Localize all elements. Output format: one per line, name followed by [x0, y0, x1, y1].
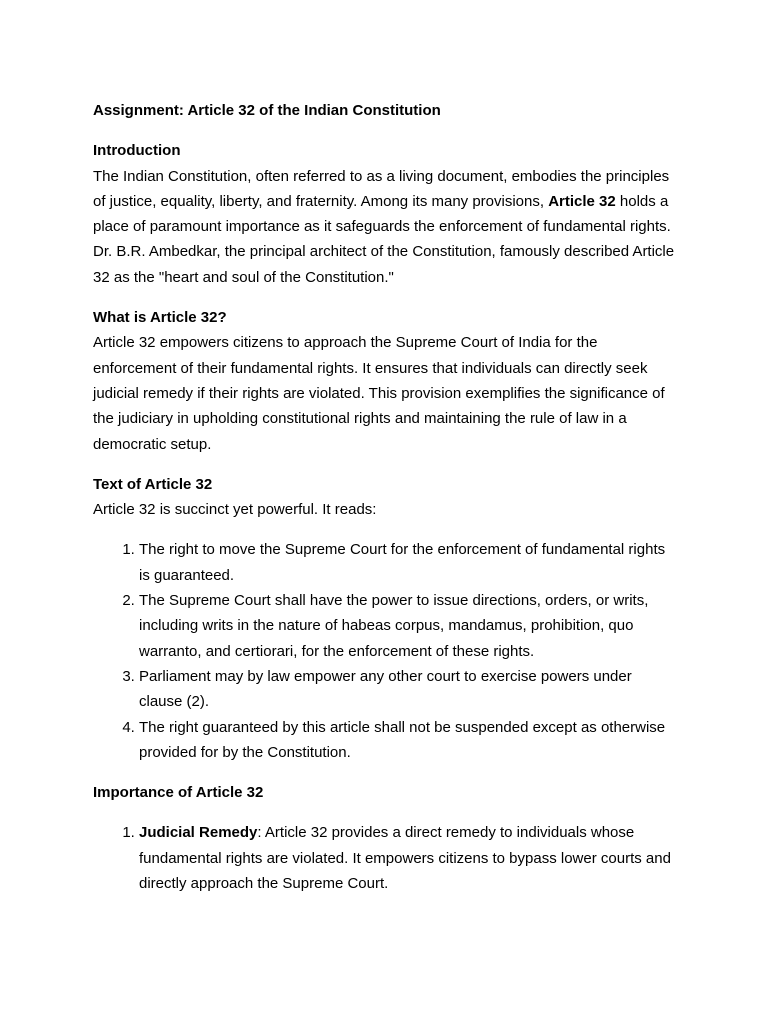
introduction-paragraph: [93, 164, 678, 290]
list-item: 3. Parliament may by law empower any other court to exercise powers under clause (2).: [139, 664, 678, 715]
introduction-text-part2: holds a place of paramount importance as it safeguards the enforcement of fundamental rights. Dr. B.R. Ambedkar, the principal architect of the Constitution, famously described Article 32 as the "heart and soul of the Constitution.": [93, 192, 675, 286]
list-item: 2. The Supreme Court shall have the power to issue directions, orders, or writs, including writs in the nature of habeas corpus, mandamus, prohibition, quo warranto, and certiorari, for the enforcement of these rights.: [139, 588, 678, 664]
list-item: 4. The right guaranteed by this article shall not be suspended except as otherwise provided for by the Constitution.: [139, 715, 678, 766]
list-item: 1. The right to move the Supreme Court for the enforcement of fundamental rights is guaranteed.: [139, 537, 678, 588]
what-is-heading: What is Article 32?: [93, 309, 227, 327]
importance-list: [93, 820, 678, 896]
introduction-text-part1: The Indian Constitution, often referred to as a living document, embodies the principles of justice, equality, liberty, and fraternity. Among its many provisions,: [93, 167, 670, 210]
importance-item-term: Judicial Remedy: [139, 824, 258, 842]
document-title: Assignment: Article 32 of the Indian Constitution: [93, 102, 441, 119]
importance-heading: Importance of Article 32: [93, 784, 264, 802]
what-is-paragraph: Article 32 empowers citizens to approach the Supreme Court of India for the enforcement of their fundamental rights. It ensures that individuals can directly seek judicial remedy if their rights are violated. This provision exemplifies the significance of the judiciary in upholding constitutional rights and maintaining the rule of law in a democratic setup.: [93, 334, 665, 453]
document-page: [93, 98, 678, 911]
introduction-heading: Introduction: [93, 142, 181, 160]
text-of-intro: Article 32 is succinct yet powerful. It reads:: [93, 501, 377, 519]
importance-item-text: : Article 32 provides a direct remedy to individuals whose fundamental rights are violated. It empowers citizens to bypass lower courts and directly approach the Supreme Court.: [139, 824, 671, 893]
text-of-heading: Text of Article 32: [93, 475, 213, 493]
article-text-list: [93, 537, 678, 765]
list-item: [139, 820, 678, 896]
introduction-bold-term: Article 32: [548, 192, 616, 210]
